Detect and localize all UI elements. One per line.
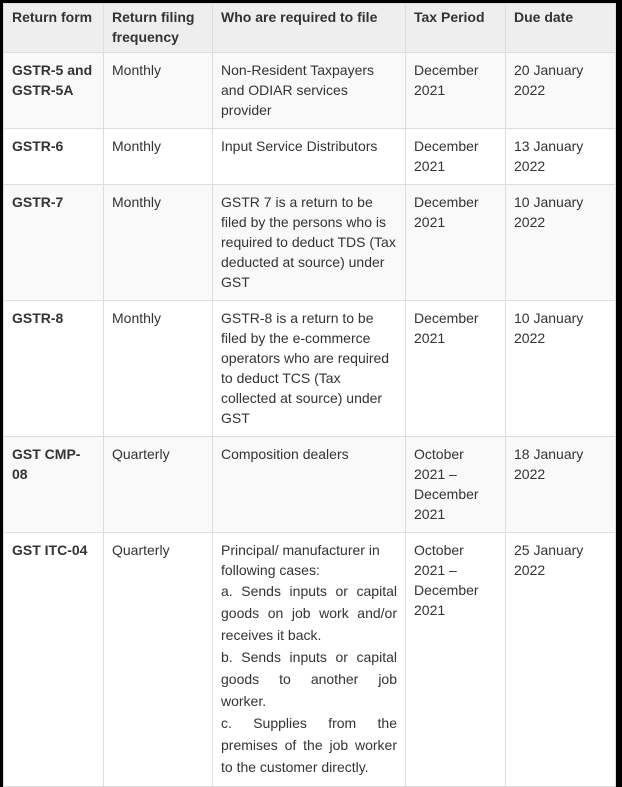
- cell-tax-period: December 2021: [406, 185, 506, 301]
- table-row: [4, 533, 616, 787]
- table-row: [4, 301, 616, 437]
- header-tax-period: Tax Period: [406, 4, 506, 53]
- cell-return-form: GSTR-8: [4, 301, 104, 437]
- cell-who: Input Service Distributors: [213, 129, 406, 185]
- cell-due-date: 10 January 2022: [506, 301, 616, 437]
- cell-frequency: Monthly: [104, 53, 213, 129]
- cell-who: GSTR 7 is a return to be filed by the persons who is required to deduct TDS (Tax deducted at source) under GST: [213, 185, 406, 301]
- who-cases: [221, 580, 397, 778]
- cell-tax-period: December 2021: [406, 301, 506, 437]
- cell-frequency: Monthly: [104, 301, 213, 437]
- who-case-b: b. Sends inputs or capital goods to another job worker.: [221, 649, 397, 709]
- cell-frequency: Quarterly: [104, 533, 213, 787]
- table-row: [4, 53, 616, 129]
- cell-who: Composition dealers: [213, 437, 406, 533]
- cell-due-date: 20 January 2022: [506, 53, 616, 129]
- cell-who: Non-Resident Taxpayers and ODIAR services provider: [213, 53, 406, 129]
- cell-who: GSTR-8 is a return to be filed by the e-commerce operators who are required to deduct TCS (Tax collected at source) under GST: [213, 301, 406, 437]
- who-intro: Principal/ manufacturer in following cases:: [221, 542, 380, 578]
- cell-return-form: GST ITC-04: [4, 533, 104, 787]
- header-who: Who are required to file: [213, 4, 406, 53]
- header-frequency: Return filing frequency: [104, 4, 213, 53]
- cell-return-form: GST CMP-08: [4, 437, 104, 533]
- cell-return-form: GSTR-5 and GSTR-5A: [4, 53, 104, 129]
- table-row: [4, 437, 616, 533]
- cell-return-form: GSTR-6: [4, 129, 104, 185]
- cell-tax-period: October 2021 – December 2021: [406, 533, 506, 787]
- table-header-row: [4, 4, 616, 53]
- table-row: [4, 129, 616, 185]
- cell-tax-period: December 2021: [406, 129, 506, 185]
- header-due-date: Due date: [506, 4, 616, 53]
- cell-frequency: Quarterly: [104, 437, 213, 533]
- cell-due-date: 10 January 2022: [506, 185, 616, 301]
- cell-frequency: Monthly: [104, 129, 213, 185]
- cell-due-date: 13 January 2022: [506, 129, 616, 185]
- document-frame: [3, 3, 615, 775]
- cell-who: [213, 533, 406, 787]
- gst-return-table: [3, 3, 616, 787]
- cell-frequency: Monthly: [104, 185, 213, 301]
- table-row: [4, 185, 616, 301]
- cell-due-date: 25 January 2022: [506, 533, 616, 787]
- cell-tax-period: October 2021 – December 2021: [406, 437, 506, 533]
- cell-due-date: 18 January 2022: [506, 437, 616, 533]
- who-case-c: c. Supplies from the premises of the job worker to the customer directly.: [221, 715, 397, 775]
- header-return-form: Return form: [4, 4, 104, 53]
- who-case-a: a. Sends inputs or capital goods on job work and/or receives it back.: [221, 583, 397, 643]
- cell-tax-period: December 2021: [406, 53, 506, 129]
- cell-return-form: GSTR-7: [4, 185, 104, 301]
